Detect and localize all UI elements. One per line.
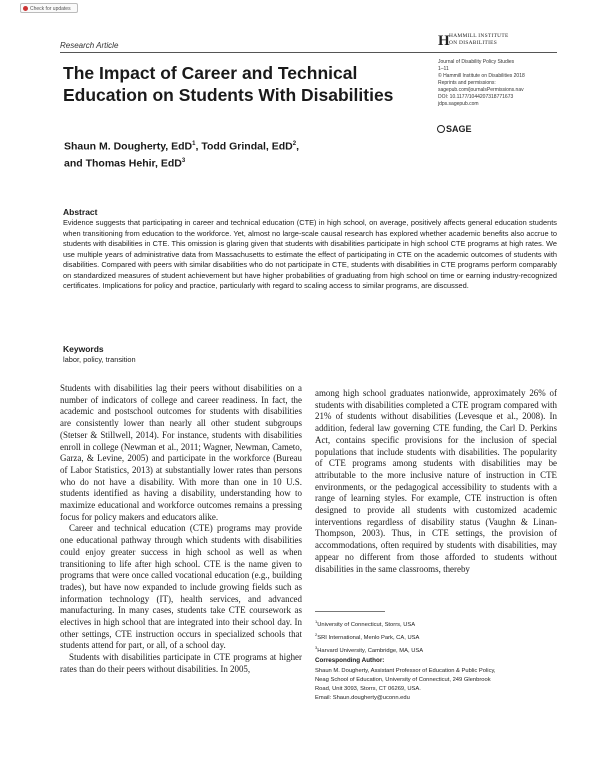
reprints: Reprints and permissions:	[438, 80, 496, 86]
check-for-updates-badge[interactable]	[20, 3, 78, 13]
affiliation-item	[315, 617, 557, 630]
body-paragraph: Career and technical education (CTE) programs may provide one educational pathway through which students with disabilities could enjoy greater success in high school as well as when transitioning to life after high school. CTE is the name given to programs that were once called vocational education (e.g., building trades), but have now expanded to include growing fields such as information technology (IT), health services, and advanced manufacturing. In many cases, students take CTE coursework as electives in high school that are integrated into their school day. In other settings, CTE instruction occurs in specialized schools that students attend for part, or all, of a school day.	[60, 523, 302, 651]
abstract-heading: Abstract	[63, 207, 98, 217]
affiliation-text: Harvard University, Cambridge, MA, USA	[317, 648, 424, 655]
corresponding-line: Road, Unit 3093, Storrs, CT 06269, USA.	[315, 686, 421, 692]
corresponding-email[interactable]: Email: Shaun.dougherty@uconn.edu	[315, 695, 410, 701]
author-separator: ,	[296, 140, 299, 153]
corresponding-line: Neag School of Education, University of Connecticut, 249 Glenbrook	[315, 677, 491, 683]
journal-meta	[438, 59, 578, 108]
sage-logo	[437, 124, 472, 134]
doi[interactable]: DOI: 10.1177/1044207318771673	[438, 94, 514, 100]
journal-url[interactable]: jdps.sagepub.com	[438, 101, 479, 107]
keywords-heading: Keywords	[63, 344, 104, 354]
affiliation-sup: 3	[315, 645, 318, 651]
badge-label: Check for updates	[30, 6, 71, 12]
logo-letter: H	[438, 33, 450, 49]
journal-name: Journal of Disability Policy Studies	[438, 59, 515, 65]
affiliation-text: University of Connecticut, Storrs, USA	[317, 621, 416, 628]
body-paragraph: among high school graduates nationwide, approximately 26% of students with disabilities completed a CTE program compared with 21% of students without disabilities (Levesque et al., 2008). In addition, federal law governing CTE funding, the Carl D. Perkins Act, contains specific provisions for the inclusion of special populations that include students with disabilities. The popularity of CTE programs among students with disabilities may be attributable to the more inclusive nature of instruction in CTE environments, or the pedagogical accessibility to students with a range of learning styles. For example, CTE instruction is often designed to provide all students with customized academic interventions regardless of disability status (Vaughn & Linan-Thompson, 2003). Thus, in CTE settings, the provision of accommodations, often required by students with disabilities, may appear no different from those afforded to students without disabilities in the same classrooms, thereby	[315, 388, 557, 574]
author-name: Todd Grindal, EdD	[201, 140, 293, 153]
author-affil-sup: 1	[192, 141, 196, 147]
author-affil-sup: 3	[181, 157, 186, 164]
corresponding-author-heading: Corresponding Author:	[315, 657, 385, 664]
author-and: and	[64, 157, 86, 169]
article-title: The Impact of Career and Technical Education on Students With Disabilities	[63, 63, 394, 105]
affiliation-item	[315, 643, 557, 656]
body-paragraph: Students with disabilities lag their peers without disabilities on a number of indicators of college and career readiness. In fact, the academic and postschool outcomes for students with disabilities are consistently lower than nearly all other student subgroups (Stetser & Stillwell, 2014). For instance, students with disabilities enroll in college (Newman et al., 2011; Wagner, Newman, Cameto, Garza, & Levine, 2005) and participate in the workforce (Bureau of Labor Statistics, 2013) at substantially lower rates than persons who do not have a disability. With more than one in 10 U.S. students identified as having a disability, understanding how to maximize educational and workforce outcomes remains a pressing focus for policy makers and educators alike.	[60, 383, 302, 522]
keywords-text: labor, policy, transition	[63, 355, 136, 364]
body-column-left	[60, 383, 302, 676]
affiliation-sup: 2	[315, 632, 318, 638]
sage-circle-icon	[437, 125, 445, 133]
sage-label: SAGE	[446, 124, 472, 134]
publisher-logo	[438, 33, 563, 49]
body-column-right	[315, 388, 557, 575]
author-name: Thomas Hehir, EdD	[85, 157, 182, 169]
logo-line-2: ON DISABILITIES	[449, 40, 498, 46]
corresponding-author-details	[315, 667, 557, 703]
header-rule	[60, 52, 557, 53]
permissions-link[interactable]: sagepub.com/journalsPermissions.nav	[438, 87, 524, 93]
author-name: Shaun M. Dougherty, EdD	[64, 140, 193, 153]
affiliations	[315, 617, 557, 656]
article-type: Research Article	[60, 41, 119, 50]
affiliation-item	[315, 630, 557, 643]
affiliation-sup: 1	[315, 619, 318, 624]
author-separator: ,	[195, 140, 202, 153]
copyright: © Hammill Institute on Disabilities 2018	[438, 73, 525, 79]
author-affil-sup: 2	[292, 141, 297, 147]
abstract-text: Evidence suggests that participating in career and technical education (CTE) in high school, on average, positively affects general education students when transitioning from education to the workforce. Yet, almost no large-scale causal research has explored whether academic benefits also accrue to students with disabilities in CTE. This omission is glaring given that students with disabilities participate in high school CTE programs at high rates. We use multiple years of administrative data from Massachusetts to estimate the effect of participating in CTE on the academic outcomes of students with disabilities. Compared with peers with similar disabilities who do not participate in CTE, students with disabilities in CTE programs perform comparably on standardized measures of student achievement but have higher probabilities of graduating from high school on time or earning industry-recognized certificates. Implications for policy and practice, particularly with regard to scaling access to similar programs, are discussed.	[63, 218, 557, 290]
author-list	[64, 137, 394, 170]
body-paragraph: Students with disabilities participate in CTE programs at higher rates than do their peers without disabilities. In 2005,	[60, 652, 302, 674]
footnote-rule	[315, 611, 385, 612]
page-range: 1–11	[438, 66, 449, 72]
update-check-icon	[23, 6, 28, 11]
affiliation-text: SRI International, Menlo Park, CA, USA	[317, 635, 420, 642]
corresponding-line: Shaun M. Dougherty, Assistant Professor of Education & Public Policy,	[315, 668, 496, 674]
logo-line-1: HAMMILL INSTITUTE	[449, 33, 509, 39]
